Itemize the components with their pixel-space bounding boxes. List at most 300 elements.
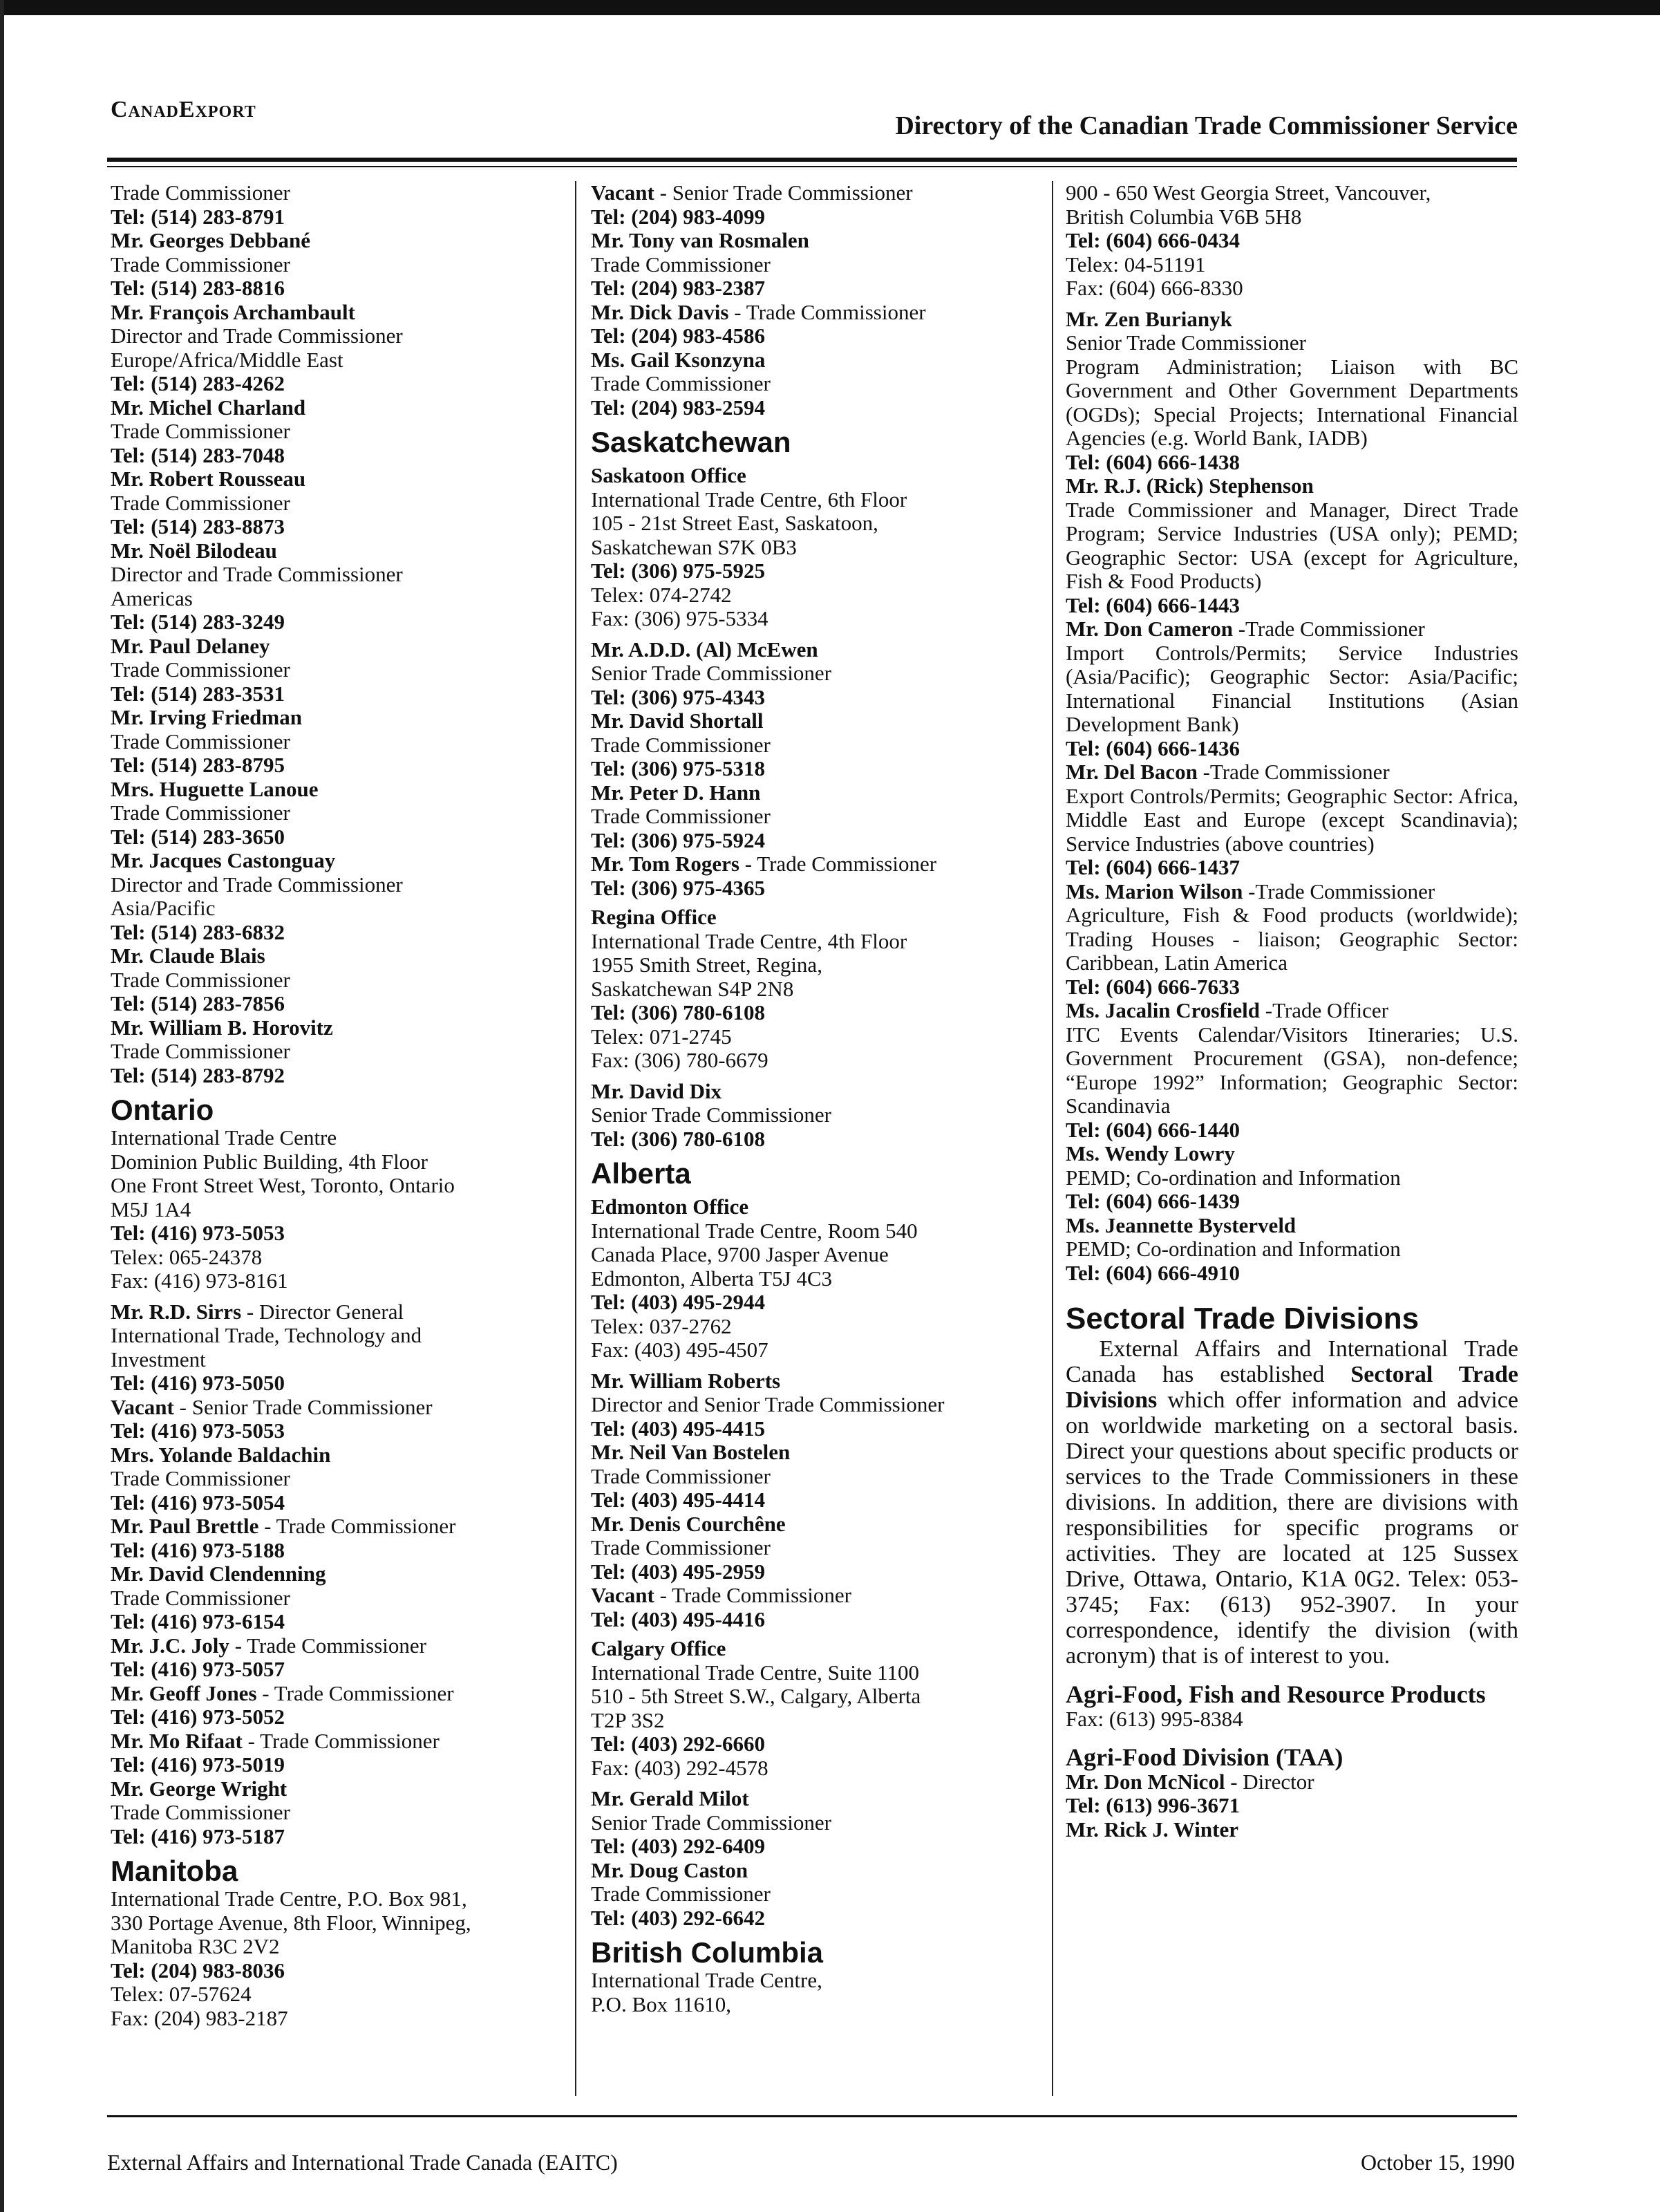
directory-entry bbox=[1066, 617, 1518, 760]
entry-name: Mr. Rick J. Winter bbox=[1066, 1817, 1238, 1841]
entry-tel: Tel: (416) 973-5057 bbox=[111, 1657, 285, 1681]
directory-entry bbox=[591, 348, 1040, 420]
saskatoon-address bbox=[591, 488, 1040, 560]
entry-name: Mr. Denis Courchêne bbox=[591, 1511, 786, 1536]
entry-tel: Tel: (403) 495-4415 bbox=[591, 1416, 765, 1441]
entry-tel: Tel: (416) 973-5187 bbox=[111, 1824, 285, 1848]
directory-entry bbox=[591, 638, 1040, 710]
directory-entry bbox=[111, 849, 556, 944]
entry-detail: Senior Trade Commissioner bbox=[591, 661, 831, 685]
entry-tel: Tel: (306) 975-4343 bbox=[591, 684, 765, 709]
entry-detail: Trade Commissioner bbox=[591, 1463, 771, 1488]
entry-heading bbox=[111, 1443, 556, 1468]
entry-heading bbox=[591, 781, 1040, 805]
entry-heading bbox=[591, 852, 1040, 877]
entry-tel: Tel: (514) 283-7856 bbox=[111, 991, 285, 1015]
entry-detail: PEMD; Co-ordination and Information bbox=[1066, 1237, 1401, 1261]
taa-entries bbox=[1066, 1770, 1518, 1842]
saskatoon-entries bbox=[591, 638, 1040, 901]
regina-entries bbox=[591, 1080, 1040, 1152]
address-line: Manitoba R3C 2V2 bbox=[111, 1934, 280, 1958]
calgary-address bbox=[591, 1661, 1040, 1733]
directory-entry bbox=[591, 301, 1040, 348]
address-line: British Columbia V6B 5H8 bbox=[1066, 204, 1302, 229]
address-line: International Trade Centre, 6th Floor bbox=[591, 487, 907, 512]
directory-entry bbox=[591, 1080, 1040, 1152]
entry-heading bbox=[591, 709, 1040, 733]
directory-entry bbox=[591, 1787, 1040, 1859]
directory-entry bbox=[591, 781, 1040, 853]
manitoba-entries bbox=[591, 181, 1040, 420]
directory-entry bbox=[111, 1682, 556, 1730]
entry-detail: Trade Commissioner bbox=[591, 371, 771, 395]
entry-heading bbox=[1066, 1214, 1518, 1238]
entry-heading bbox=[591, 1441, 1040, 1465]
entry-heading bbox=[111, 539, 556, 563]
entry-detail: Program Administration; Liaison with BC Government and Other Government Departments (OGDs); Special Projects; International Financial Agencies (e.g. World Bank, IADB) bbox=[1066, 354, 1518, 450]
entry-name: Mr. Zen Burianyk bbox=[1066, 306, 1232, 331]
entry-heading bbox=[111, 1682, 556, 1706]
directory-entry bbox=[111, 1634, 556, 1682]
entry-heading bbox=[1066, 880, 1518, 904]
calgary-entries bbox=[591, 1787, 1040, 1930]
directory-entry bbox=[111, 778, 556, 850]
regina-fax: Fax: (306) 780-6679 bbox=[591, 1048, 768, 1072]
entry-name: Mr. Del Bacon bbox=[1066, 760, 1198, 784]
entry-tel: Tel: (306) 975-5924 bbox=[591, 827, 765, 852]
entry-role-inline: -Trade Officer bbox=[1260, 998, 1388, 1022]
directory-entry bbox=[591, 1584, 1040, 1631]
entry-heading bbox=[111, 1515, 556, 1539]
entry-detail: Trade Commissioner bbox=[111, 1039, 290, 1063]
entry-heading bbox=[111, 1777, 556, 1801]
entry-name: Mr. William B. Horovitz bbox=[111, 1015, 333, 1040]
entry-role-inline: - Trade Commissioner bbox=[728, 299, 926, 324]
entry-tel: Tel: (514) 283-3650 bbox=[111, 824, 285, 849]
entry-heading bbox=[1066, 474, 1518, 498]
entry-tel: Tel: (514) 283-4262 bbox=[111, 371, 285, 395]
entry-detail: Director and Trade Commissioner bbox=[111, 324, 403, 348]
directory-entry bbox=[1066, 1214, 1518, 1286]
ontario-telex: Telex: 065-24378 bbox=[111, 1244, 263, 1269]
para-bold: Sectoral Trade Divisions bbox=[1066, 1362, 1518, 1413]
entry-tel: Tel: (416) 973-5052 bbox=[111, 1705, 285, 1729]
entry-tel: Tel: (204) 983-4586 bbox=[591, 324, 765, 348]
region-heading-manitoba: Manitoba bbox=[111, 1855, 238, 1887]
directory-entry bbox=[111, 467, 556, 539]
entry-role-inline: - Trade Commissioner bbox=[258, 1514, 456, 1538]
entry-tel: Tel: (416) 973-5188 bbox=[111, 1537, 285, 1562]
entry-detail: Trade Commissioner bbox=[111, 252, 290, 276]
address-line: Dominion Public Building, 4th Floor bbox=[111, 1149, 428, 1174]
edmonton-fax: Fax: (403) 495-4507 bbox=[591, 1338, 768, 1362]
bc-address-continued bbox=[1066, 181, 1518, 229]
entry-name: Mr. David Clendenning bbox=[111, 1562, 326, 1586]
saskatoon-telex: Telex: 074-2742 bbox=[591, 582, 732, 607]
entry-heading bbox=[591, 1584, 1040, 1608]
entry-tel: Tel: (514) 283-8816 bbox=[111, 276, 285, 300]
regina-address bbox=[591, 930, 1040, 1002]
directory-entry bbox=[111, 1300, 556, 1396]
entry-name: Mr. Claude Blais bbox=[111, 944, 265, 968]
address-line: One Front Street West, Toronto, Ontario bbox=[111, 1173, 455, 1197]
directory-entry bbox=[1066, 474, 1518, 617]
entry-tel: Tel: (514) 283-8792 bbox=[111, 1062, 285, 1087]
ontario-entries bbox=[111, 1300, 556, 1849]
footer-publisher: External Affairs and International Trade Canada (EAITC) bbox=[107, 2150, 618, 2175]
directory-entry bbox=[591, 1859, 1040, 1931]
entry-detail: Americas bbox=[111, 585, 193, 610]
entry-name: Mr. William Roberts bbox=[591, 1368, 781, 1393]
entry-detail: Senior Trade Commissioner bbox=[591, 1810, 831, 1835]
address-line: 330 Portage Avenue, 8th Floor, Winnipeg, bbox=[111, 1910, 471, 1935]
column-divider bbox=[575, 181, 576, 2096]
entry-heading bbox=[111, 849, 556, 873]
entry-tel: Tel: (604) 666-1440 bbox=[1066, 1117, 1240, 1142]
entry-tel: Tel: (416) 973-5019 bbox=[111, 1752, 285, 1777]
directory-entry bbox=[1066, 880, 1518, 1000]
quebec-entries bbox=[111, 229, 556, 1087]
entry-role-inline: - Senior Trade Commissioner bbox=[173, 1394, 433, 1419]
address-line: 105 - 21st Street East, Saskatoon, bbox=[591, 511, 878, 535]
entry-role-inline: -Trade Commissioner bbox=[1243, 879, 1435, 903]
entry-tel: Tel: (204) 983-2387 bbox=[591, 276, 765, 300]
directory-entry bbox=[591, 1441, 1040, 1512]
entry-detail: Trade Commissioner bbox=[111, 967, 290, 992]
region-heading-alberta: Alberta bbox=[591, 1157, 691, 1190]
column-1 bbox=[111, 181, 556, 2030]
entry-name: Vacant bbox=[591, 1583, 654, 1607]
directory-entry bbox=[1066, 1770, 1518, 1818]
entry-tel: Tel: (604) 666-7633 bbox=[1066, 974, 1240, 999]
entry-name: Mr. David Dix bbox=[591, 1078, 722, 1103]
entry-name: Mr. Jacques Castonguay bbox=[111, 848, 336, 872]
directory-entry bbox=[1066, 760, 1518, 880]
entry-heading bbox=[591, 229, 1040, 253]
entry-heading bbox=[591, 301, 1040, 325]
directory-entry bbox=[111, 1016, 556, 1088]
edmonton-tel: Tel: (403) 495-2944 bbox=[591, 1290, 765, 1314]
entry-detail: Investment bbox=[111, 1347, 206, 1371]
ontario-address bbox=[111, 1126, 556, 1221]
edmonton-telex: Telex: 037-2762 bbox=[591, 1313, 732, 1338]
entry-detail: Trade Commissioner bbox=[591, 732, 771, 757]
entry-name: Mr. François Archambault bbox=[111, 299, 355, 324]
entry-heading bbox=[591, 638, 1040, 662]
entry-tel: Tel: (604) 666-1436 bbox=[1066, 735, 1240, 760]
entry-name: Mr. Doug Caston bbox=[591, 1857, 748, 1882]
bc-fax: Fax: (604) 666-8330 bbox=[1066, 276, 1243, 300]
entry-name: Vacant bbox=[591, 180, 654, 205]
entry-tel: Tel: (403) 495-4416 bbox=[591, 1606, 765, 1631]
entry-role-inline: - Trade Commissioner bbox=[654, 1583, 851, 1607]
entry-detail: ITC Events Calendar/Visitors Itineraries; U.S. Government Procurement (GSA), non-defence; “Europe 1992” Information; Geographic Sector: Scandinavia bbox=[1066, 1022, 1518, 1118]
agri-fax: Fax: (613) 995-8384 bbox=[1066, 1707, 1243, 1731]
directory-entry bbox=[111, 539, 556, 635]
directory-entry bbox=[111, 635, 556, 706]
directory-entry bbox=[591, 709, 1040, 781]
entry-tel: Tel: (403) 495-2959 bbox=[591, 1559, 765, 1584]
directory-entry bbox=[1066, 308, 1518, 475]
entry-name: Mr. Robert Rousseau bbox=[111, 467, 306, 491]
entry-heading bbox=[591, 1512, 1040, 1537]
entry-heading bbox=[111, 635, 556, 659]
entry-detail: Trade Commissioner bbox=[111, 1585, 290, 1610]
entry-tel: Tel: (514) 283-7048 bbox=[111, 442, 285, 467]
entry-name: Mrs. Yolande Baldachin bbox=[111, 1442, 331, 1467]
edmonton-address bbox=[591, 1219, 1040, 1291]
entry-name: Mr. Geoff Jones bbox=[111, 1680, 257, 1705]
entry-heading bbox=[1066, 999, 1518, 1023]
ontario-fax: Fax: (416) 973-8161 bbox=[111, 1268, 288, 1293]
edmonton-entries bbox=[591, 1369, 1040, 1632]
entry-heading bbox=[1066, 617, 1518, 641]
directory-entry bbox=[591, 1369, 1040, 1441]
entry-detail: Trade Commissioner bbox=[111, 1466, 290, 1490]
entry-heading bbox=[1066, 760, 1518, 785]
directory-entry bbox=[111, 944, 556, 1016]
entry-detail: Trade Commissioner bbox=[591, 804, 771, 828]
entry-name: Ms. Wendy Lowry bbox=[1066, 1141, 1235, 1165]
entry-tel: Tel: (604) 666-4910 bbox=[1066, 1260, 1240, 1285]
column-3 bbox=[1066, 181, 1518, 1841]
address-line: Edmonton, Alberta T5J 4C3 bbox=[591, 1266, 833, 1291]
entry-heading bbox=[591, 1787, 1040, 1811]
entry-tel: Tel: (416) 973-5053 bbox=[111, 1418, 285, 1443]
entry-role-inline: - Director bbox=[1225, 1769, 1314, 1794]
directory-entry bbox=[111, 1562, 556, 1634]
office-heading-edmonton: Edmonton Office bbox=[591, 1194, 749, 1219]
entry-detail: Europe/Africa/Middle East bbox=[111, 347, 343, 372]
entry-detail: Trade Commissioner bbox=[111, 800, 290, 825]
address-line: T2P 3S2 bbox=[591, 1707, 665, 1732]
entry-name: Ms. Marion Wilson bbox=[1066, 879, 1243, 903]
entry-name: Mr. George Wright bbox=[111, 1776, 287, 1801]
entry-name: Mr. David Shortall bbox=[591, 709, 764, 733]
sectoral-intro-paragraph bbox=[1066, 1336, 1518, 1669]
entry-heading bbox=[111, 396, 556, 420]
bc-address bbox=[591, 1969, 1040, 2016]
directory-entry bbox=[111, 1443, 556, 1515]
entry-heading bbox=[1066, 1142, 1518, 1166]
entry-role-inline: - Trade Commissioner bbox=[256, 1680, 454, 1705]
directory-entry bbox=[111, 181, 556, 229]
entry-tel: Tel: (514) 283-8873 bbox=[111, 514, 285, 538]
page-title: Directory of the Canadian Trade Commissioner Service bbox=[895, 111, 1518, 140]
entry-tel: Tel: (204) 983-2594 bbox=[591, 395, 765, 420]
directory-entry bbox=[111, 396, 556, 468]
entry-tel: Tel: (613) 996-3671 bbox=[1066, 1793, 1240, 1817]
address-line: International Trade Centre, Room 540 bbox=[591, 1218, 918, 1243]
directory-entry bbox=[111, 706, 556, 778]
saskatoon-tel: Tel: (306) 975-5925 bbox=[591, 559, 765, 583]
entry-detail: Director and Senior Trade Commissioner bbox=[591, 1392, 945, 1416]
entry-name: Mr. Tom Rogers bbox=[591, 852, 739, 876]
region-heading-british-columbia: British Columbia bbox=[591, 1936, 824, 1969]
entry-role: Trade Commissioner bbox=[111, 180, 290, 205]
column-2 bbox=[591, 181, 1040, 2016]
ontario-tel: Tel: (416) 973-5053 bbox=[111, 1221, 285, 1245]
entry-tel: Tel: (514) 283-6832 bbox=[111, 919, 285, 944]
entry-detail: Trade Commissioner bbox=[111, 1800, 290, 1824]
entry-heading bbox=[111, 944, 556, 968]
entry-name: Mr. Irving Friedman bbox=[111, 705, 302, 729]
entry-detail: International Trade, Technology and bbox=[111, 1323, 422, 1347]
entry-role-inline: - Director General bbox=[241, 1299, 404, 1324]
address-line: 510 - 5th Street S.W., Calgary, Alberta bbox=[591, 1684, 921, 1708]
saskatoon-fax: Fax: (306) 975-5334 bbox=[591, 606, 768, 630]
para-text: External Affairs and International Trade Canada has established bbox=[1066, 1336, 1518, 1387]
entry-heading bbox=[591, 1369, 1040, 1394]
entry-detail: Trade Commissioner bbox=[591, 252, 771, 276]
footer-rule bbox=[107, 2115, 1517, 2117]
entry-name: Ms. Jeannette Bysterveld bbox=[1066, 1212, 1296, 1237]
entry-heading bbox=[111, 706, 556, 730]
entry-name: Mrs. Huguette Lanoue bbox=[111, 776, 319, 801]
entry-heading bbox=[111, 1396, 556, 1420]
entry-detail: Trade Commissioner bbox=[111, 729, 290, 753]
entry-name: Mr. Peter D. Hann bbox=[591, 780, 761, 805]
bc-entries bbox=[1066, 308, 1518, 1286]
entry-detail: Export Controls/Permits; Geographic Sector: Africa, Middle East and Europe (except Scandinavia); Service Industries (above countries) bbox=[1066, 783, 1518, 856]
entry-role-inline: - Trade Commissioner bbox=[229, 1633, 426, 1658]
entry-heading bbox=[591, 181, 1040, 205]
entry-name: Mr. A.D.D. (Al) McEwen bbox=[591, 637, 818, 662]
directory-entry bbox=[1066, 1142, 1518, 1214]
entry-name: Mr. R.J. (Rick) Stephenson bbox=[1066, 474, 1314, 498]
entry-detail: Trade Commissioner and Manager, Direct Trade Program; Service Industries (USA only); PEMD; Geographic Sector: USA (except for Agriculture, Fish & Food Products) bbox=[1066, 497, 1518, 593]
directory-entry bbox=[591, 229, 1040, 301]
manitoba-tel: Tel: (204) 983-8036 bbox=[111, 1958, 285, 1983]
entry-name: Mr. Paul Brettle bbox=[111, 1514, 259, 1538]
entry-name: Mr. Mo Rifaat bbox=[111, 1728, 243, 1753]
entry-heading bbox=[1066, 1770, 1518, 1794]
manitoba-fax: Fax: (204) 983-2187 bbox=[111, 2005, 288, 2030]
address-line: International Trade Centre bbox=[111, 1125, 337, 1150]
entry-role-inline: -Trade Commissioner bbox=[1197, 760, 1390, 784]
entry-name: Mr. R.D. Sirrs bbox=[111, 1299, 242, 1324]
address-line: 1955 Smith Street, Regina, bbox=[591, 953, 822, 977]
entry-detail: Trade Commissioner bbox=[591, 1882, 771, 1906]
entry-detail: Import Controls/Permits; Service Industries (Asia/Pacific); Geographic Sector: Asia/Pacific; International Financial Institutions (Asian Development Bank) bbox=[1066, 640, 1518, 736]
publication-name: CanadExport bbox=[111, 97, 256, 122]
footer-date: October 15, 1990 bbox=[1360, 2150, 1515, 2175]
address-line: 900 - 650 West Georgia Street, Vancouver, bbox=[1066, 180, 1431, 205]
entry-name: Ms. Jacalin Crosfield bbox=[1066, 998, 1260, 1022]
manitoba-telex: Telex: 07-57624 bbox=[111, 1982, 252, 2006]
entry-name: Mr. J.C. Joly bbox=[111, 1633, 229, 1658]
entry-name: Mr. Paul Delaney bbox=[111, 633, 270, 658]
entry-detail: Asia/Pacific bbox=[111, 896, 216, 920]
directory-entry bbox=[111, 1777, 556, 1849]
bc-tel: Tel: (604) 666-0434 bbox=[1066, 228, 1240, 252]
entry-tel: Tel: (514) 283-3249 bbox=[111, 610, 285, 634]
regina-telex: Telex: 071-2745 bbox=[591, 1024, 732, 1049]
entry-heading bbox=[1066, 1818, 1518, 1842]
entry-detail: Trade Commissioner bbox=[111, 419, 290, 443]
header-rule bbox=[107, 158, 1517, 162]
entry-tel: Tel: (604) 666-1437 bbox=[1066, 855, 1240, 879]
address-line: International Trade Centre, 4th Floor bbox=[591, 928, 907, 953]
column-divider bbox=[1052, 181, 1053, 2096]
entry-name: Mr. Dick Davis bbox=[591, 299, 729, 324]
entry-tel: Tel: (416) 973-5054 bbox=[111, 1490, 285, 1515]
entry-detail: Director and Trade Commissioner bbox=[111, 562, 403, 586]
section-title-sectoral-trade-divisions: Sectoral Trade Divisions bbox=[1066, 1302, 1420, 1335]
office-heading-regina: Regina Office bbox=[591, 905, 717, 929]
entry-heading bbox=[111, 1016, 556, 1040]
directory-entry bbox=[591, 181, 1040, 229]
entry-tel: Tel: (204) 983-4099 bbox=[591, 204, 765, 229]
entry-tel: Tel: (403) 292-6642 bbox=[591, 1905, 765, 1930]
address-line: Canada Place, 9700 Jasper Avenue bbox=[591, 1242, 889, 1266]
directory-entry bbox=[111, 301, 556, 396]
entry-tel: Tel: (416) 973-5050 bbox=[111, 1371, 285, 1395]
entry-tel: Tel: (514) 283-8795 bbox=[111, 753, 285, 777]
address-line: M5J 1A4 bbox=[111, 1197, 191, 1221]
entry-name: Mr. Don McNicol bbox=[1066, 1769, 1225, 1794]
region-heading-ontario: Ontario bbox=[111, 1094, 214, 1126]
directory-entry bbox=[111, 229, 556, 301]
entry-detail: Director and Trade Commissioner bbox=[111, 872, 403, 897]
entry-tel: Tel: (306) 975-5318 bbox=[591, 756, 765, 780]
office-heading-calgary: Calgary Office bbox=[591, 1636, 726, 1660]
entry-heading bbox=[1066, 308, 1518, 332]
entry-heading bbox=[111, 1730, 556, 1754]
bc-telex: Telex: 04-51191 bbox=[1066, 252, 1206, 276]
entry-tel: Tel: (514) 283-8791 bbox=[111, 204, 285, 229]
entry-name: Mr. Georges Debbané bbox=[111, 228, 311, 252]
entry-tel: Tel: (604) 666-1439 bbox=[1066, 1189, 1240, 1213]
entry-role-inline: - Trade Commissioner bbox=[242, 1728, 440, 1753]
entry-role-inline: - Trade Commissioner bbox=[739, 852, 937, 876]
entry-heading bbox=[111, 229, 556, 253]
entry-detail: Agriculture, Fish & Food products (worldwide); Trading Houses - liaison; Geographic Sector: Caribbean, Latin America bbox=[1066, 903, 1518, 975]
entry-heading bbox=[111, 1634, 556, 1658]
entry-role-inline: - Senior Trade Commissioner bbox=[654, 180, 913, 205]
address-line: Saskatchewan S4P 2N8 bbox=[591, 976, 794, 1001]
entry-tel: Tel: (403) 495-4414 bbox=[591, 1488, 765, 1512]
entry-name: Vacant bbox=[111, 1394, 174, 1419]
regina-tel: Tel: (306) 780-6108 bbox=[591, 1000, 765, 1024]
entry-heading bbox=[591, 1080, 1040, 1104]
address-line: International Trade Centre, Suite 1100 bbox=[591, 1660, 919, 1685]
entry-name: Mr. Don Cameron bbox=[1066, 617, 1233, 641]
address-line: International Trade Centre, P.O. Box 981, bbox=[111, 1886, 467, 1911]
directory-entry bbox=[111, 1396, 556, 1443]
entry-heading bbox=[111, 467, 556, 491]
entry-heading bbox=[111, 301, 556, 325]
entry-tel: Tel: (306) 780-6108 bbox=[591, 1126, 765, 1151]
entry-tel: Tel: (416) 973-6154 bbox=[111, 1609, 285, 1633]
calgary-fax: Fax: (403) 292-4578 bbox=[591, 1755, 768, 1780]
entry-heading bbox=[111, 1300, 556, 1324]
entry-name: Ms. Gail Ksonzyna bbox=[591, 347, 766, 372]
subsection-agri-food-division: Agri-Food Division (TAA) bbox=[1066, 1743, 1343, 1771]
scan-top-edge bbox=[0, 0, 1660, 15]
directory-entry bbox=[591, 1512, 1040, 1584]
directory-entry bbox=[591, 852, 1040, 900]
entry-detail: Senior Trade Commissioner bbox=[1066, 330, 1306, 355]
subsection-agri-food-fish-resource: Agri-Food, Fish and Resource Products bbox=[1066, 1680, 1486, 1708]
entry-tel: Tel: (403) 292-6409 bbox=[591, 1834, 765, 1858]
entry-tel: Tel: (604) 666-1438 bbox=[1066, 449, 1240, 474]
entry-name: Mr. Gerald Milot bbox=[591, 1786, 749, 1810]
office-heading-saskatoon: Saskatoon Office bbox=[591, 463, 746, 487]
directory-entry bbox=[1066, 999, 1518, 1142]
entry-detail: PEMD; Co-ordination and Information bbox=[1066, 1165, 1401, 1190]
entry-detail: Trade Commissioner bbox=[591, 1535, 771, 1559]
